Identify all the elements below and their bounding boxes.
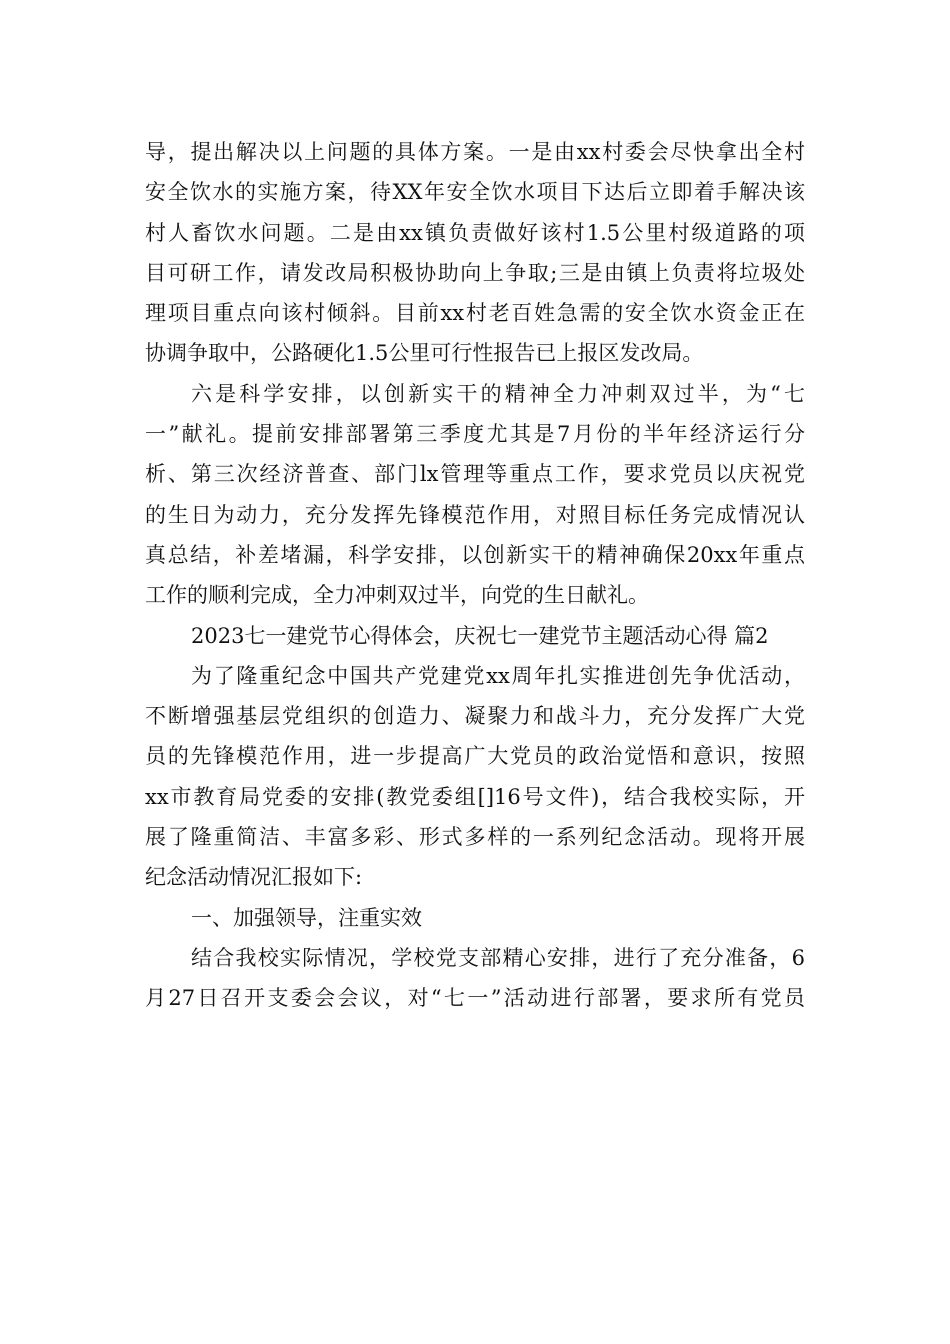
text-line: 安全饮水的实施方案，待XX年安全饮水项目下达后立即着手解决该 <box>145 180 805 205</box>
text-line: 协调争取中，公路硬化1.5公里可行性报告已上报区发改局。 <box>145 341 704 366</box>
document-body <box>145 132 805 1019</box>
text-line: 村人畜饮水问题。二是由xx镇负责做好该村1.5公里村级道路的项 <box>145 220 805 245</box>
text-line: 不断增强基层党组织的创造力、凝聚力和战斗力，充分发挥广大党 <box>145 704 805 729</box>
text-line: 理项目重点向该村倾斜。目前xx村老百姓急需的安全饮水资金正在 <box>145 301 805 326</box>
text-line: 析、第三次经济普查、部门lx管理等重点工作，要求党员以庆祝党 <box>145 462 805 487</box>
text-line: 结合我校实际情况，学校党支部精心安排，进行了充分准备，6 <box>191 945 805 970</box>
text-line: 工作的顺利完成，全力冲刺双过半，向党的生日献礼。 <box>145 583 649 608</box>
text-line: 导，提出解决以上问题的具体方案。一是由xx村委会尽快拿出全村 <box>145 140 805 164</box>
text-line: 真总结，补差堵漏，科学安排，以创新实干的精神确保20xx年重点 <box>145 542 805 567</box>
text-line: 六是科学安排，以创新实干的精神全力冲刺双过半，为“七 <box>191 381 805 406</box>
text-line: 员的先锋模范作用，进一步提高广大党员的政治觉悟和意识，按照 <box>145 744 805 769</box>
text-line: 的生日为动力，充分发挥先锋模范作用，对照目标任务完成情况认 <box>145 502 805 527</box>
text-line: 月27日召开支委会会议，对“七一”活动进行部署，要求所有党员 <box>145 986 805 1011</box>
text-line: 纪念活动情况汇报如下: <box>145 865 363 890</box>
text-line: 2023七一建党节心得体会，庆祝七一建党节主题活动心得 篇2 <box>191 623 769 648</box>
text-line: 一”献礼。提前安排部署第三季度尤其是7月份的半年经济运行分 <box>145 422 805 447</box>
text-line: 展了隆重简洁、丰富多彩、形式多样的一系列纪念活动。现将开展 <box>145 825 805 850</box>
text-line: 为了隆重纪念中国共产党建党xx周年扎实推进创先争优活动， <box>191 663 805 688</box>
text-line: 一、加强领导，注重实效 <box>191 905 422 930</box>
text-line: xx市教育局党委的安排(教党委组[]16号文件)，结合我校实际，开 <box>145 784 805 809</box>
text-line: 目可研工作，请发改局积极协助向上争取;三是由镇上负责将垃圾处 <box>145 260 805 285</box>
